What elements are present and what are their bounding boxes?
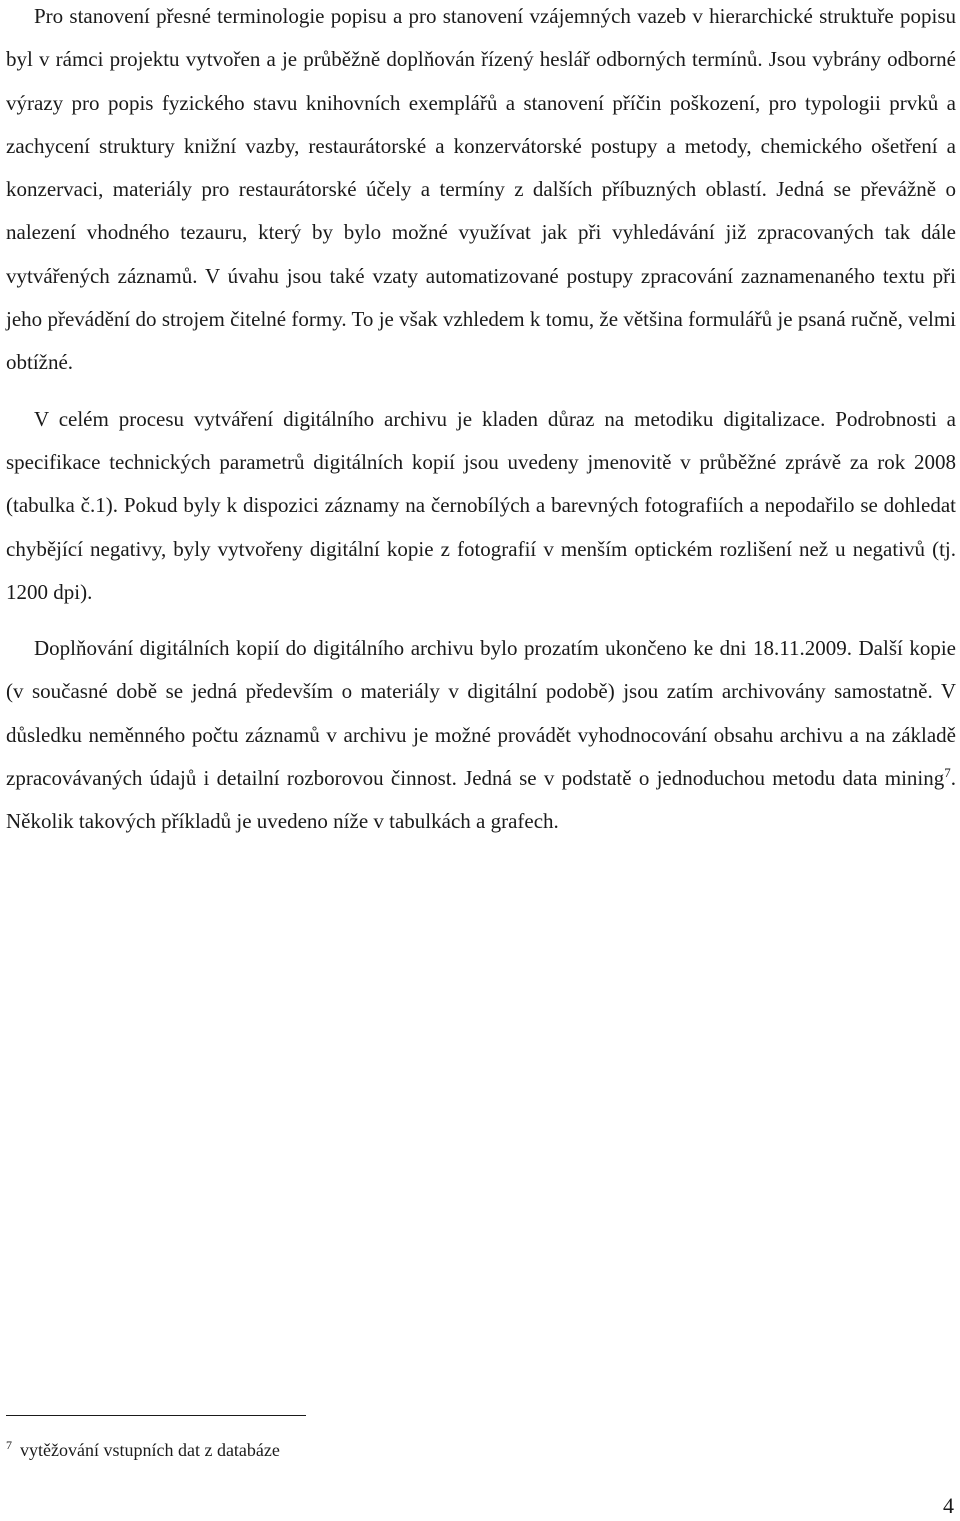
- footnote-reference[interactable]: 7: [944, 765, 951, 781]
- paragraph-archive-status-text: Doplňování digitálních kopií do digitálního archivu bylo prozatím ukončeno ke dni 18.11.2009. Další kopie (v současné době se jedná především o materiály v digitální podobě) jsou zatím archivovány samostatně. V důsledku neměnného počtu záznamů v archivu je možné provádět vyhodnocování obsahu archivu a na základě zpracovávaných údajů i detailní rozborovou činnost. Jedná se v podstatě o jednoduchou metodu data mining: [6, 636, 956, 791]
- paragraph-archive-status-tail: . Několik takových příkladů je uvedeno níže v tabulkách a grafech.: [6, 766, 956, 834]
- paragraph-terminology: Pro stanovení přesné terminologie popisu a pro stanovení vzájemných vazeb v hierarchické struktuře popisu byl v rámci projektu vytvořen a je průběžně doplňován řízený heslář odborných termínů. Jsou vybrány odborné výrazy pro popis fyzického stavu knihovních exemplářů a stanovení příčin poškození, pro typologii prvků a zachycení struktury knižní vazby, restaurátorské a konzervátorské postupy a metody, chemického ošetření a konzervaci, materiály pro restaurátorské účely a termíny z dalších příbuzných oblastí. Jedná se převážně o nalezení vhodného tezauru, který by bylo možné využívat jak při vyhledávání již zpracovaných tak dále vytvářených záznamů. V úvahu jsou také vzaty automatizované postupy zpracování zaznamenaného textu při jeho převádění do strojem čitelné formy. To je však vzhledem k tomu, že většina formulářů je psaná ručně, velmi obtížné.: [6, 4, 956, 375]
- footnote-text: vytěžování vstupních dat z databáze: [20, 1440, 280, 1460]
- footnote-number: 7: [6, 1438, 12, 1452]
- footnote: [6, 1438, 280, 1462]
- paragraph-archive-status: [6, 627, 956, 843]
- page-body: [6, 0, 956, 844]
- page-number: 4: [943, 1493, 954, 1518]
- paragraph-digitization: V celém procesu vytváření digitálního archivu je kladen důraz na metodiku digitalizace. Podrobnosti a specifikace technických parametrů digitálních kopií jsou uvedeny jmenovitě v průběžné zprávě za rok 2008 (tabulka č.1). Pokud byly k dispozici záznamy na černobílých a barevných fotografiích a nepodařilo se dohledat chybějící negativy, byly vytvořeny digitální kopie z fotografií v menším optickém rozlišení než u negativů (tj. 1200 dpi).: [6, 406, 956, 604]
- footnote-divider: [6, 1415, 306, 1416]
